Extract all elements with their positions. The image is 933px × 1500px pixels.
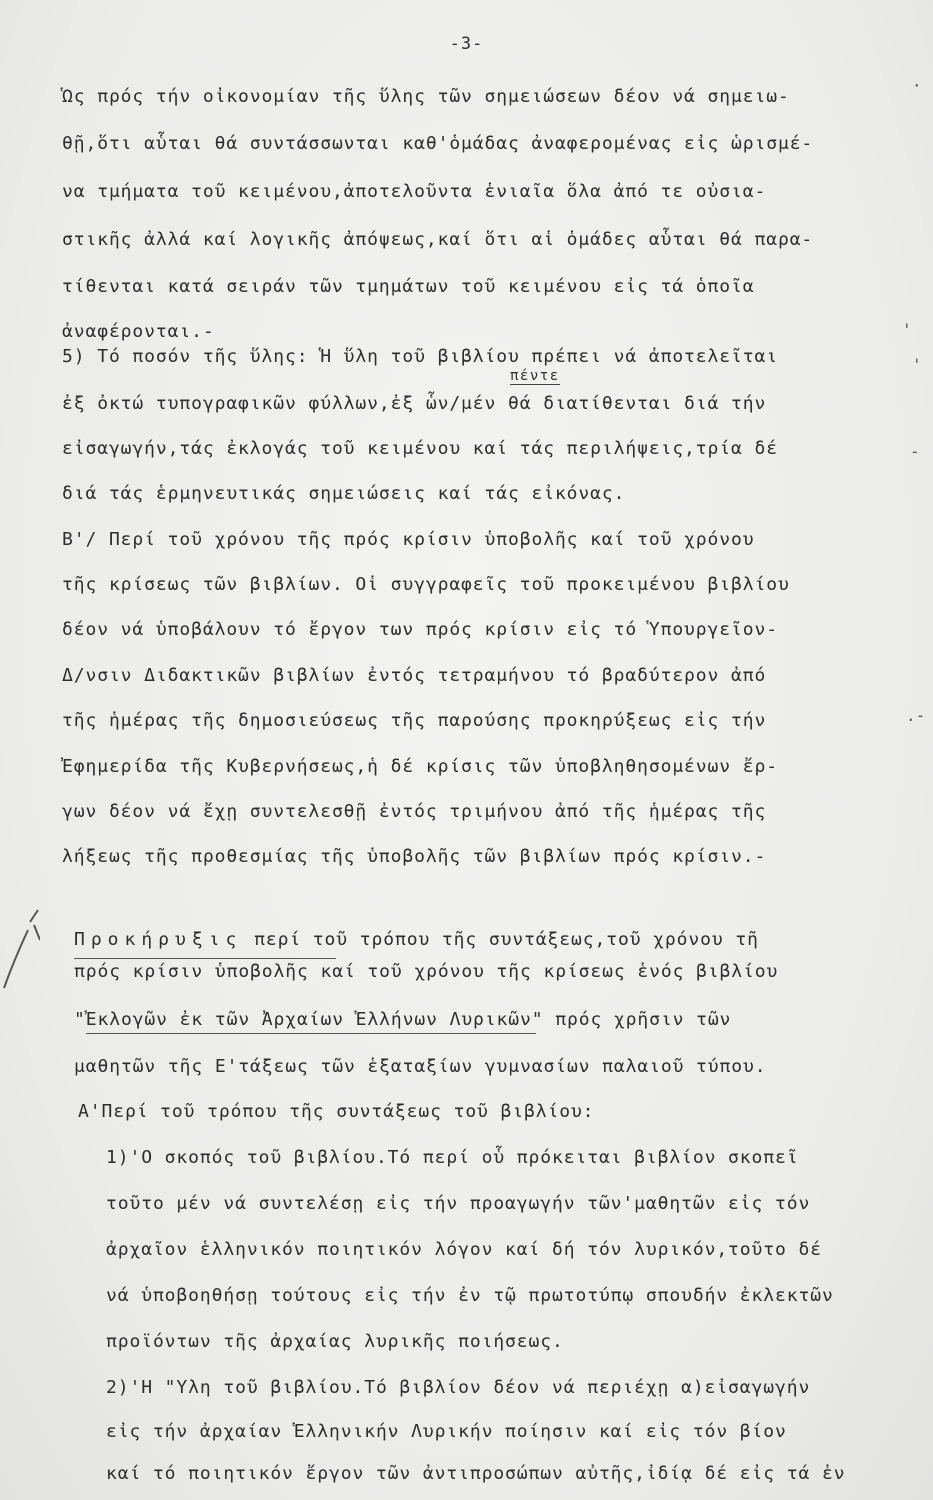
text-line: Ὡς πρός τήν οἰκονομίαν τῆς ὕλης τῶν σημειώσεων δέον νά σημειω- — [62, 86, 790, 107]
text-line: τῆς κρίσεως τῶν βιβλίων. Οἱ συγγραφεῖς τοῦ προκειμένου βιβλίου — [62, 574, 790, 595]
text-line: ἀρχαῖον ἑλληνικόν ποιητικόν λόγον καί δή τόν λυρικόν,τοῦτο δέ — [106, 1239, 822, 1260]
text-line: Β'/ Περί τοῦ χρόνου τῆς πρός κρίσιν ὑποβολῆς καί τοῦ χρόνου — [62, 529, 755, 550]
heading-underline — [74, 958, 336, 959]
heading-spaced-word: Προκήρυξις — [74, 929, 243, 950]
text-line: τίθενται κατά σειράν τῶν τμημάτων τοῦ κειμένου εἰς τά ὁποῖα — [62, 276, 755, 297]
text-line: 5) Τό ποσόν τῆς ὕλης: Ἡ ὕλη τοῦ βιβλίου πρέπει νά ἀποτελεῖται — [62, 346, 778, 367]
text-line: καί τό ποιητικόν ἔργον τῶν ἀντιπροσώπων αὐτῆς,ἰδίᾳ δέ εἰς τά ἐν — [106, 1463, 846, 1484]
margin-tick: .- — [906, 706, 926, 725]
text-line: 2)'Η "Υλη τοῦ βιβλίου.Τό βιβλίον δέον νά περιέχῃ α)εἰσαγωγήν — [106, 1377, 811, 1398]
heading-line-3 — [74, 1008, 731, 1032]
text-line: ἀναφέρονται.- — [62, 321, 215, 342]
text-line: να τμήματα τοῦ κειμένου,ἀποτελοῦντα ἑνιαῖα ὅλα ἀπό τε οὐσια- — [62, 181, 767, 202]
text-line: προϊόντων τῆς ἀρχαίας λυρικῆς ποιήσεως. — [106, 1331, 564, 1352]
text-line: στικῆς ἀλλά καί λογικῆς ἀπόψεως,καί ὅτι αἱ ὁμάδες αὗται θά παρα- — [62, 229, 814, 250]
text-line: ἐξ ὀκτώ τυπογραφικῶν φύλλων,ἐξ ὧν/μέν θά διατίθενται διά τήν — [62, 393, 767, 414]
heading-line-2: πρός κρίσιν ὑποβολῆς καί τοῦ χρόνου τῆς κρίσεως ἑνός βιβλίου — [74, 961, 779, 982]
interlinear-insert: πέντε — [510, 368, 560, 384]
heading-line-3-rest: πρός χρῆσιν τῶν — [555, 1009, 732, 1030]
title-underline — [86, 1033, 536, 1034]
text-line: θῇ,ὅτι αὗται θά συντάσσωνται καθ'ὁμάδας ἀναφερομένας εἰς ὡρισμέ- — [62, 133, 814, 154]
margin-tick: - — [910, 442, 920, 461]
margin-tick: ' — [902, 320, 912, 339]
text-line: διά τάς ἑρμηνευτικάς σημειώσεις καί τάς εἰκόνας. — [62, 483, 626, 504]
text-line: Ἐφημερίδα τῆς Κυβερνήσεως,ἡ δέ κρίσις τῶν ὑποβληθησομένων ἔρ- — [62, 756, 778, 777]
book-title: "Ἐκλογῶν ἐκ τῶν Ἀρχαίων Ἑλλήνων Λυρικῶν" — [74, 1009, 544, 1030]
text-line: εἰσαγωγήν,τάς ἐκλογάς τοῦ κειμένου καί τάς περιλήψεις,τρία δέ — [62, 438, 778, 459]
handwritten-margin-mark — [0, 880, 40, 990]
heading-line-4: μαθητῶν τῆς Ε'τάξεως τῶν ἑξαταξίων γυμνασίων παλαιοῦ τύπου. — [74, 1056, 767, 1077]
text-line: τοῦτο μέν νά συντελέσῃ εἰς τήν προαγωγήν τῶν'μαθητῶν εἰς τόν — [106, 1193, 811, 1214]
text-line: δέον νά ὑποβάλουν τό ἔργον των πρός κρίσιν εἰς τό Ὑπουργεῖον- — [62, 619, 778, 640]
heading-line-1 — [74, 928, 759, 952]
text-line: γων δέον νά ἔχῃ συντελεσθῇ ἐντός τριμήνου ἀπό τῆς ἡμέρας τῆς — [62, 801, 767, 822]
page-number: -3- — [449, 34, 484, 54]
text-line: νά ὑποβοηθήσῃ τούτους εἰς τήν ἐν τῷ πρωτοτύπῳ σπουδήν ἐκλεκτῶν — [106, 1285, 834, 1306]
text-line: Δ/νσιν Διδακτικῶν βιβλίων ἐντός τετραμήνου τό βραδύτερον ἀπό — [62, 665, 767, 686]
text-line: τῆς ἡμέρας τῆς δημοσιεύσεως τῆς παρούσης προκηρύξεως εἰς τήν — [62, 710, 767, 731]
text-line: Α'Περί τοῦ τρόπου τῆς συντάξεως τοῦ βιβλίου: — [78, 1101, 595, 1122]
text-line: 1)'Ο σκοπός τοῦ βιβλίου.Τό περί οὗ πρόκειται βιβλίον σκοπεῖ — [106, 1147, 799, 1168]
margin-tick: · — [912, 76, 922, 95]
margin-tick: ' — [912, 355, 922, 374]
text-line: εἰς τήν ἀρχαίαν Ἑλληνικήν Λυρικήν ποίησιν καί εἰς τόν βίον — [106, 1421, 787, 1442]
text-line: λήξεως τῆς προθεσμίας τῆς ὑποβολῆς τῶν βιβλίων πρός κρίσιν.- — [62, 846, 767, 867]
heading-rest: περί τοῦ τρόπου τῆς συντάξεως,τοῦ χρόνου τῆ — [254, 929, 759, 950]
